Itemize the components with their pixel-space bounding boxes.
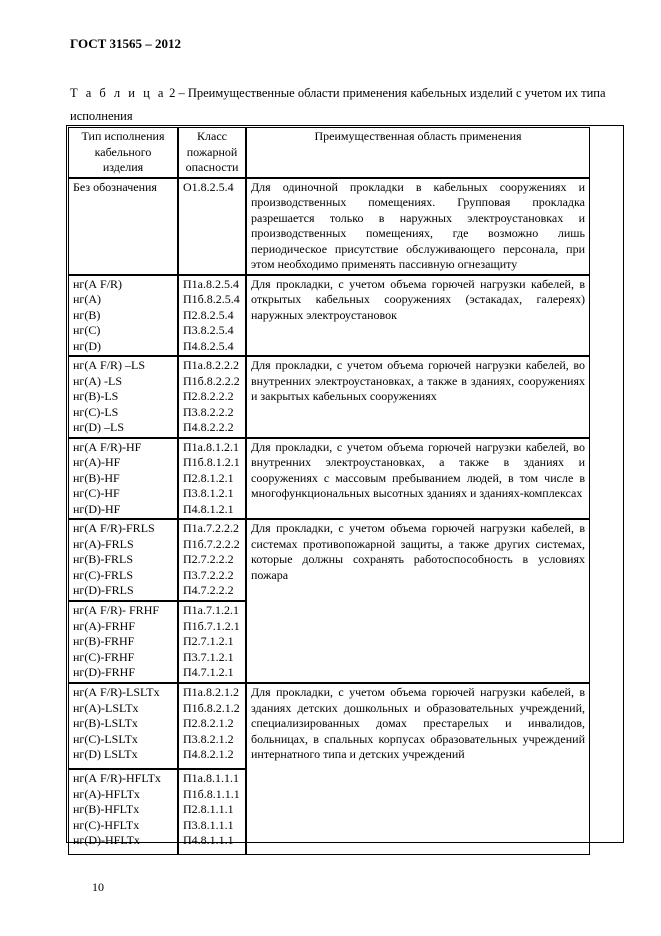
class-cell bbox=[178, 356, 246, 438]
application-cell: Для прокладки, с учетом объема горючей нагрузки кабелей, во внутренних электроустановках, а также в зданиях, сооружениях и закрытых кабельных сооружениях bbox=[246, 356, 590, 438]
type-item: нг(D)-FRLS bbox=[73, 583, 134, 597]
type-item: нг(С)-FRHF bbox=[73, 649, 135, 664]
class-item: П3.8.2.1.2 bbox=[183, 731, 234, 746]
page-number: 10 bbox=[92, 880, 104, 894]
header-application: Преимущественная область применения bbox=[246, 127, 590, 178]
type-item: нг(С)-HFLTx bbox=[73, 817, 140, 832]
table-caption-label: Т а б л и ц а bbox=[70, 86, 166, 100]
application-table bbox=[68, 127, 590, 855]
type-cell bbox=[68, 683, 178, 769]
type-item: нг(А F/R)- FRHF bbox=[73, 603, 160, 617]
type-item: нг(А)-LSLTx bbox=[73, 700, 139, 715]
class-item: П2.8.2.5.4 bbox=[183, 307, 234, 322]
class-item: П1а.7.1.2.1 bbox=[183, 603, 239, 617]
table-row bbox=[68, 519, 590, 601]
type-cell bbox=[68, 601, 178, 683]
class-item: П1б.8.2.5.4 bbox=[183, 292, 240, 306]
class-item: П4.8.2.2.2 bbox=[183, 420, 234, 434]
type-item: нг(А F/R)-HF bbox=[73, 439, 142, 454]
header-type: Тип исполнения кабельного изделия bbox=[68, 127, 178, 178]
class-item: П4.8.1.1.1 bbox=[183, 833, 234, 847]
class-item: П4.8.2.1.2 bbox=[183, 747, 234, 761]
class-item: П2.7.1.2.1 bbox=[183, 634, 234, 648]
class-item: П3.8.1.1.1 bbox=[183, 817, 234, 832]
class-cell bbox=[178, 519, 246, 601]
class-item: П4.8.2.5.4 bbox=[183, 338, 234, 353]
type-item: нг(В)-LSLTx bbox=[73, 716, 138, 730]
type-item: нг(А F/R)-LSLTx bbox=[73, 685, 160, 699]
class-item: П1б.7.2.2.2 bbox=[183, 536, 240, 551]
type-item: нг(D) –LS bbox=[73, 420, 125, 434]
class-item: П1б.8.1.2.1 bbox=[183, 455, 240, 469]
class-cell bbox=[178, 178, 246, 275]
class-item: О1.8.2.5.4 bbox=[183, 179, 234, 194]
type-item: нг(В)-HFLTx bbox=[73, 802, 140, 816]
type-item: нг(А F/R) –LS bbox=[73, 358, 146, 372]
class-item: П4.7.1.2.1 bbox=[183, 665, 234, 679]
type-item: нг(А) -LS bbox=[73, 373, 123, 388]
class-item: П1б.8.1.1.1 bbox=[183, 786, 240, 801]
type-item: нг(С)-LSLTx bbox=[73, 731, 138, 746]
class-item: П3.8.2.2.2 bbox=[183, 404, 234, 419]
table-row bbox=[68, 356, 590, 438]
type-item: нг(В) bbox=[73, 307, 101, 322]
class-item: П1а.8.1.1.1 bbox=[183, 771, 239, 785]
type-cell bbox=[68, 438, 178, 520]
class-item: П2.8.1.1.1 bbox=[183, 802, 234, 816]
type-item: нг(В)-FRLS bbox=[73, 552, 134, 566]
class-item: П4.7.2.2.2 bbox=[183, 583, 234, 597]
table-caption bbox=[70, 82, 630, 128]
application-cell: Для прокладки, с учетом объема горючей нагрузки кабелей, во внутренних электроустановках, а также в зданиях и сооружениях с массовым пребыванием людей, в том числе в многофункциональных высотных зданиях и зданиях-комплексах bbox=[246, 438, 590, 520]
class-item: П1а.8.1.2.1 bbox=[183, 439, 239, 454]
class-item: П4.8.1.2.1 bbox=[183, 501, 234, 516]
type-item: нг(D)-HF bbox=[73, 501, 121, 516]
type-cell bbox=[68, 356, 178, 438]
class-item: П1б.8.2.1.2 bbox=[183, 700, 240, 715]
application-cell: Для одиночной прокладки в кабельных сооружениях и производственных помещениях. Групповая прокладка разрешается только в наружных электроустановках и производственных помещениях, где возможно лишь периодическое присутствие обслуживающего персонала, при этом необходимо применять пассивную огнезащиту bbox=[246, 178, 590, 275]
class-item: П1а.8.2.1.2 bbox=[183, 685, 239, 699]
type-item: нг(D)-HFLTx bbox=[73, 833, 140, 847]
class-cell bbox=[178, 438, 246, 520]
type-item: нг(А F/R)-FRLS bbox=[73, 521, 155, 535]
class-cell bbox=[178, 601, 246, 683]
class-item: П2.8.1.2.1 bbox=[183, 470, 234, 485]
table-row bbox=[68, 683, 590, 769]
class-item: П3.7.2.2.2 bbox=[183, 567, 234, 582]
document-code: ГОСТ 31565 – 2012 bbox=[70, 36, 182, 51]
type-item: нг(В)-HF bbox=[73, 470, 120, 485]
type-item: нг(А F/R) bbox=[73, 276, 123, 291]
type-item: нг(А) bbox=[73, 292, 102, 306]
table-header-row bbox=[68, 127, 590, 178]
class-item: П3.8.2.5.4 bbox=[183, 323, 234, 337]
type-cell bbox=[68, 178, 178, 275]
class-item: П1а.8.2.5.4 bbox=[183, 276, 239, 291]
class-item: П1б.7.1.2.1 bbox=[183, 618, 240, 633]
table-caption-text: 2 – Преимущественные области применения кабельных изделий с учетом их типа исполнения bbox=[70, 86, 606, 123]
class-item: П2.8.2.2.2 bbox=[183, 389, 234, 403]
type-item: нг(А)-FRLS bbox=[73, 536, 134, 551]
type-item: нг(А)-HFLTx bbox=[73, 786, 140, 801]
table-row bbox=[68, 438, 590, 520]
type-item: нг(А F/R)-HFLTx bbox=[73, 771, 161, 785]
type-item: нг(В)-LS bbox=[73, 389, 119, 403]
application-cell: Для прокладки, с учетом объема горючей нагрузки кабелей, в открытых кабельных сооружениях (эстакадах, галереях) наружных электроустановок bbox=[246, 275, 590, 357]
class-cell bbox=[178, 683, 246, 769]
application-cell: Для прокладки, с учетом объема горючей нагрузки кабелей, в системах противопожарной защиты, а также других системах, которые должны сохранять работоспособность в условиях пожара bbox=[246, 519, 590, 683]
type-item: нг(А)-FRHF bbox=[73, 618, 136, 633]
type-item: нг(D) bbox=[73, 338, 102, 353]
table-row bbox=[68, 178, 590, 275]
type-item: нг(С)-LS bbox=[73, 404, 119, 419]
class-item: П3.8.1.2.1 bbox=[183, 486, 234, 500]
class-cell bbox=[178, 769, 246, 855]
type-cell bbox=[68, 519, 178, 601]
type-item: нг(С) bbox=[73, 323, 101, 337]
type-item: нг(С)-FRLS bbox=[73, 567, 134, 582]
type-item: Без обозначения bbox=[73, 179, 157, 194]
class-item: П1а.7.2.2.2 bbox=[183, 521, 239, 535]
class-cell bbox=[178, 275, 246, 357]
type-item: нг(А)-HF bbox=[73, 455, 121, 469]
application-cell: Для прокладки, с учетом объема горючей нагрузки кабелей, в зданиях детских дошкольных и образовательных учреждений, специализированных домах престарелых и инвалидов, больницах, в спальных корпусах образовательных учреждений интернатного типа и детских учреждений bbox=[246, 683, 590, 855]
type-cell bbox=[68, 769, 178, 855]
header-class: Класс пожарной опасности bbox=[178, 127, 246, 178]
class-item: П3.7.1.2.1 bbox=[183, 649, 234, 664]
type-item: нг(С)-HF bbox=[73, 486, 120, 500]
class-item: П2.7.2.2.2 bbox=[183, 552, 234, 566]
class-item: П1б.8.2.2.2 bbox=[183, 373, 240, 388]
class-item: П2.8.2.1.2 bbox=[183, 716, 234, 730]
type-item: нг(D) LSLTx bbox=[73, 747, 138, 761]
type-item: нг(D)-FRHF bbox=[73, 665, 136, 679]
table-row bbox=[68, 275, 590, 357]
type-cell bbox=[68, 275, 178, 357]
type-item: нг(В)-FRHF bbox=[73, 634, 135, 648]
class-item: П1а.8.2.2.2 bbox=[183, 358, 239, 372]
